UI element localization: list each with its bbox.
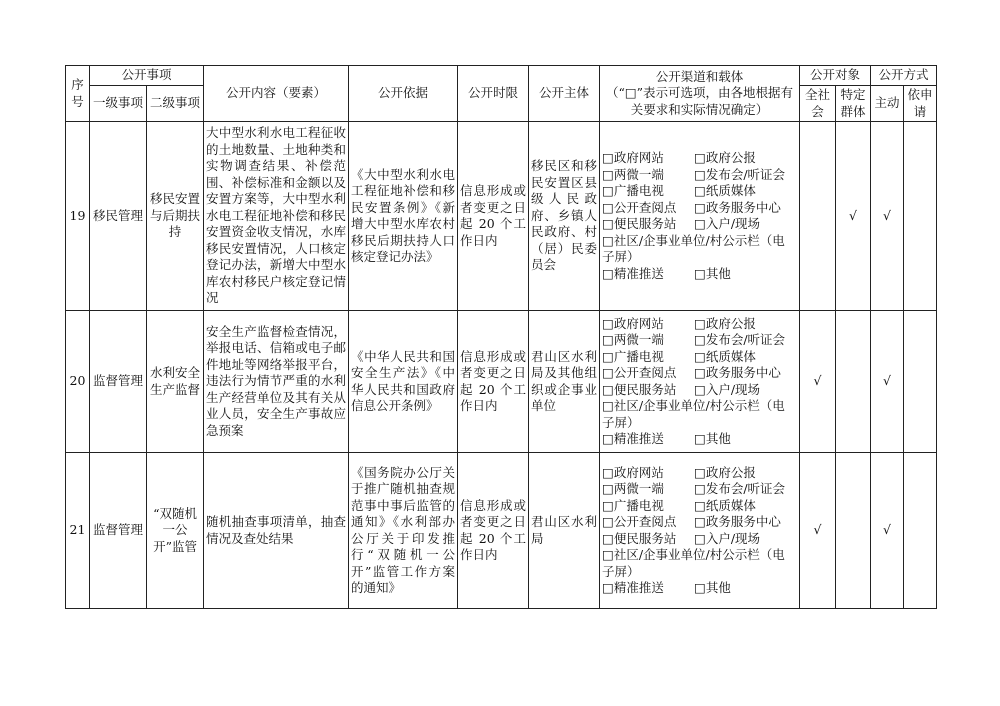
channel-option: □纸质媒体 [694,348,756,364]
target-all-check: √ [800,453,836,609]
time-limit-cell: 信息形成或者变更之日起 20 个工作日内 [458,453,529,609]
row-number: 20 [66,311,90,453]
channel-option: □政务服务中心 [694,514,781,529]
channel-option: □入户/现场 [694,530,761,546]
table-row [66,122,937,311]
header-subject: 公开主体 [529,66,600,122]
header-target-all: 全社会 [800,86,836,122]
channel-option: □广播电视 [602,348,664,364]
channel-option: □社区/企事业单位/村公示栏（电子屏） [602,547,785,579]
table-row [66,453,937,609]
level1-cell: 监督管理 [90,453,147,609]
header-mode-request: 依申请 [904,86,937,122]
table-row [66,311,937,453]
header-target: 公开对象 [800,66,871,86]
header-time-limit: 公开时限 [458,66,529,122]
mode-active-check: √ [871,122,904,311]
basis-cell: 《中华人民共和国安全生产法》《中华人民共和国政府信息公开条例》 [349,311,458,453]
channel-cell [600,453,800,609]
disclosure-table [65,65,937,609]
channel-option: □广播电视 [602,497,664,513]
row-number: 19 [66,122,90,311]
channel-option: □政府公报 [694,150,756,165]
time-limit-cell: 信息形成或者变更之日起 20 个工作日内 [458,122,529,311]
header-matter: 公开事项 [90,66,204,86]
header-level2: 二级事项 [147,86,204,122]
header-channel-title: 公开渠道和载体 [655,68,744,84]
subject-cell: 君山区水利局 [529,453,600,609]
channel-option: □精准推送 [602,431,664,446]
row-number: 21 [66,453,90,609]
target-all-check: √ [800,311,836,453]
header-seq: 序号 [66,66,90,122]
header-channel [600,66,800,122]
channel-option: □公开查阅点 [602,199,677,215]
channel-option: □其他 [694,431,731,446]
channel-cell [600,311,800,453]
channel-option: □两微一端 [602,481,664,496]
level2-cell: “双随机一公开”监管 [147,453,204,609]
mode-request-check [904,311,937,453]
channel-option: □广播电视 [602,183,664,198]
mode-active-check: √ [871,453,904,609]
subject-cell: 君山区水利局及其他组织或企事业单位 [529,311,600,453]
header-channel-note: （“□”表示可选项，由各地根据有关要求和实际情况确定） [605,85,794,117]
channel-option: □发布会/听证会 [694,481,786,496]
time-limit-cell: 信息形成或者变更之日起 20 个工作日内 [458,311,529,453]
header-content: 公开内容（要素） [204,66,349,122]
channel-option: □其他 [694,580,731,595]
level2-cell: 移民安置与后期扶持 [147,122,204,311]
content-cell: 安全生产监督检查情况，举报电话、信箱或电子邮件地址等网络举报平台，违法行为情节严重的水利生产经营单位及其有关从业人员，安全生产事故应急预案 [204,311,349,453]
channel-option: □入户/现场 [694,216,761,231]
channel-option: □公开查阅点 [602,365,677,380]
channel-option: □纸质媒体 [694,497,756,513]
header-row-top [66,66,937,86]
channel-option: □两微一端 [602,166,664,182]
content-cell: 大中型水利水电工程征收的土地数量、土地种类和实物调查结果、补偿范围、补偿标准和金额以及安置方案等，大中型水利水电工程征地补偿和移民安置资金收支情况，水库移民安置情况，人口核定登记办法，新增大中型水库农村移民户核定登记情况 [204,122,349,311]
level1-cell: 监督管理 [90,311,147,453]
channel-option: □政务服务中心 [694,199,781,215]
channel-option: □社区/企事业单位/村公示栏（电子屏） [602,398,785,430]
channel-option: □纸质媒体 [694,183,756,198]
channel-option: □发布会/听证会 [694,166,786,182]
channel-option: □两微一端 [602,332,664,347]
mode-request-check [904,122,937,311]
target-all-check [800,122,836,311]
channel-option: □精准推送 [602,265,664,281]
channel-option: □政府网站 [602,315,664,331]
channel-option: □政务服务中心 [694,365,781,380]
channel-option: □政府公报 [694,315,756,331]
target-specific-check [836,311,871,453]
target-specific-check [836,453,871,609]
channel-option: □发布会/听证会 [694,332,786,347]
channel-option: □公开查阅点 [602,514,677,529]
header-mode-active: 主动 [871,86,904,122]
header-level1: 一级事项 [90,86,147,122]
channel-option: □其他 [694,265,731,281]
subject-cell: 移民区和移民安置区县级人民政府、乡镇人民政府、村（居）民委员会 [529,122,600,311]
channel-cell [600,122,800,311]
level2-cell: 水利安全生产监督 [147,311,204,453]
mode-request-check [904,453,937,609]
channel-option: □便民服务站 [602,381,677,397]
content-cell: 随机抽查事项清单，抽查情况及查处结果 [204,453,349,609]
header-mode: 公开方式 [871,66,937,86]
channel-option: □便民服务站 [602,530,677,546]
channel-option: □政府网站 [602,150,664,165]
mode-active-check: √ [871,311,904,453]
channel-option: □政府公报 [694,464,756,480]
level1-cell: 移民管理 [90,122,147,311]
target-specific-check: √ [836,122,871,311]
channel-option: □政府网站 [602,464,664,480]
channel-option: □社区/企事业单位/村公示栏（电子屏） [602,232,785,264]
channel-option: □精准推送 [602,580,664,595]
basis-cell: 《大中型水利水电工程征地补偿和移民安置条例》《新增大中型水库农村移民后期扶持人口核定登记办法》 [349,122,458,311]
channel-option: □入户/现场 [694,381,761,397]
basis-cell: 《国务院办公厅关于推广随机抽查规范事中事后监管的通知》《水利部办公厅关于印发推行“双随机一公开”监管工作方案的通知》 [349,453,458,609]
channel-option: □便民服务站 [602,216,677,231]
header-target-specific: 特定群体 [836,86,871,122]
header-basis: 公开依据 [349,66,458,122]
